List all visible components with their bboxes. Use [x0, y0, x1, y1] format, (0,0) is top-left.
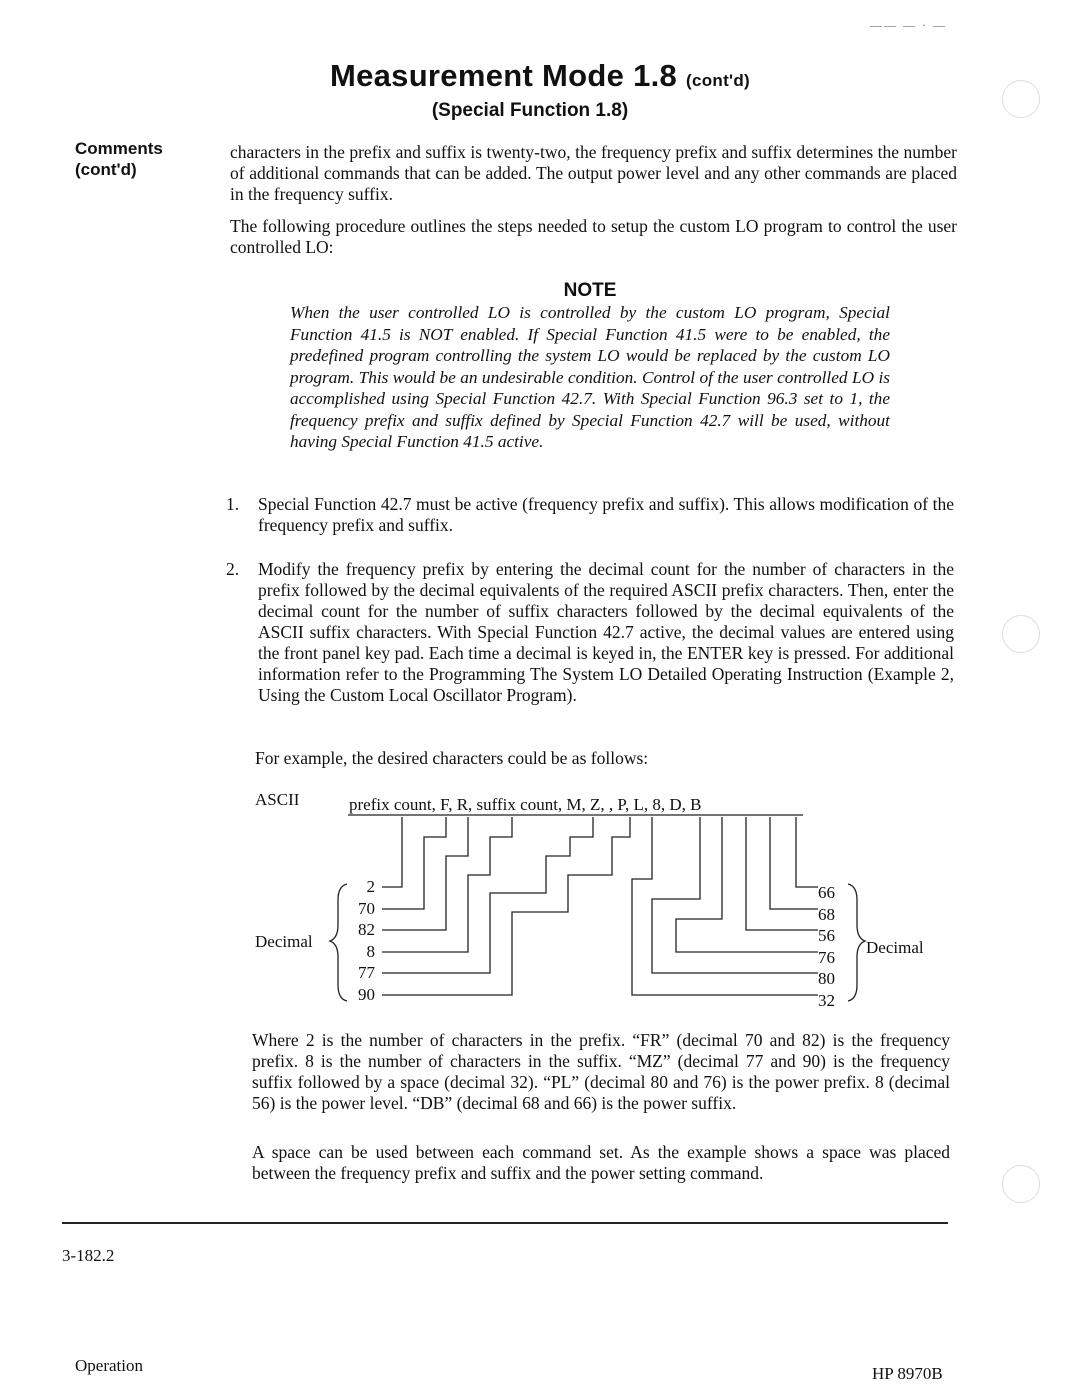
- right-value: 68: [818, 905, 835, 924]
- title-text: Measurement Mode 1.8: [329, 58, 678, 93]
- footer-right: HP 8970B: [872, 1364, 943, 1383]
- step-1-text: Special Function 42.7 must be active (frequency prefix and suffix). This allows modification of the frequency prefix and suffix.: [258, 494, 954, 535]
- decimal-label-left: Decimal: [255, 932, 313, 951]
- connector-68: [770, 817, 818, 909]
- right-value: 56: [818, 926, 835, 945]
- connector-90: [382, 817, 630, 995]
- left-value: 2: [366, 877, 375, 896]
- right-value: 80: [818, 969, 835, 988]
- right-value: 76: [818, 948, 835, 967]
- right-brace: [848, 884, 865, 1001]
- footer-rule: [62, 1222, 948, 1224]
- step-2-number: 2.: [226, 559, 240, 579]
- step-2-text: Modify the frequency prefix by entering the decimal count for the number of characters in the prefix followed by the decimal equivalents of the required ASCII prefix characters. Then, enter the decimal count for the number of suffix characters followed by the decimal equivalents of the ASCII suffix characters. With Special Function 42.7 active, the decimal values are entered using the front panel key pad. Each time a decimal is keyed in, the ENTER key is pressed. For additional information refer to the Programming The System LO Detailed Operating Instruction (Example 2, Using the Custom Local Oscillator Program).: [258, 559, 954, 705]
- paragraph-3: Where 2 is the number of characters in the prefix. “FR” (decimal 70 and 82) is the frequency prefix. 8 is the number of characters in the suffix. “MZ” (decimal 77 and 90) is the frequency suffix followed by a space (decimal 32). “PL” (decimal 80 and 76) is the power prefix. 8 (decimal 56) is the power level. “DB” (decimal 68 and 66) is the power suffix.: [252, 1030, 950, 1113]
- connector-76: [676, 817, 818, 952]
- paragraph-2: The following procedure outlines the steps needed to setup the custom LO program to control the user controlled LO:: [230, 216, 957, 257]
- page-subtitle: (Special Function 1.8): [431, 100, 629, 121]
- note-text: When the user controlled LO is controlled by the custom LO program, Special Function 41.5 is NOT enabled. If Special Function 41.5 were to be enabled, the predefined program controlling the system LO would be replaced by the custom LO program. This would be an undesirable condition. Control of the user controlled LO is accomplished using Special Function 42.7. With Special Function 96.3 set to 1, the frequency prefix and suffix defined by Special Function 42.7 will be used, without having Special Function 41.5 active.: [290, 303, 890, 451]
- corner-mark: —— — · —: [870, 18, 947, 32]
- left-brace: [330, 884, 347, 1001]
- footer-left: Operation: [75, 1356, 143, 1375]
- left-value: 77: [358, 963, 375, 982]
- connector-56: [746, 817, 818, 930]
- step-1-number: 1.: [226, 494, 240, 514]
- side-label-line1: Comments: [75, 139, 163, 158]
- example-intro: For example, the desired characters could be as follows:: [255, 748, 649, 768]
- page-number: 3-182.2: [62, 1246, 115, 1265]
- ascii-line: prefix count, F, R, suffix count, M, Z, , P, L, 8, D, B: [349, 795, 702, 814]
- paragraph-4: A space can be used between each command set. As the example shows a space was placed between the frequency prefix and suffix and the power setting command.: [252, 1142, 950, 1183]
- side-label-line2: (cont'd): [75, 160, 137, 179]
- left-value: 90: [358, 985, 375, 1004]
- left-value: 70: [358, 899, 375, 918]
- ascii-label: ASCII: [255, 790, 300, 809]
- title-suffix: (cont'd): [685, 71, 751, 90]
- right-value: 66: [818, 883, 835, 902]
- note-heading: NOTE: [563, 280, 617, 301]
- connector-70: [382, 817, 446, 909]
- connector-77: [382, 817, 593, 973]
- paragraph-1: characters in the prefix and suffix is twenty-two, the frequency prefix and suffix determines the number of additional commands that can be added. The output power level and any other commands are placed in the frequency suffix.: [230, 142, 957, 204]
- left-value: 82: [358, 920, 375, 939]
- left-value: 8: [366, 942, 375, 961]
- right-value: 32: [818, 991, 835, 1010]
- connector-2: [382, 817, 402, 887]
- connector-32: [632, 817, 818, 995]
- connector-82: [382, 817, 468, 930]
- connector-66: [796, 817, 818, 887]
- decimal-label-right: Decimal: [866, 938, 924, 957]
- connector-80: [652, 817, 818, 973]
